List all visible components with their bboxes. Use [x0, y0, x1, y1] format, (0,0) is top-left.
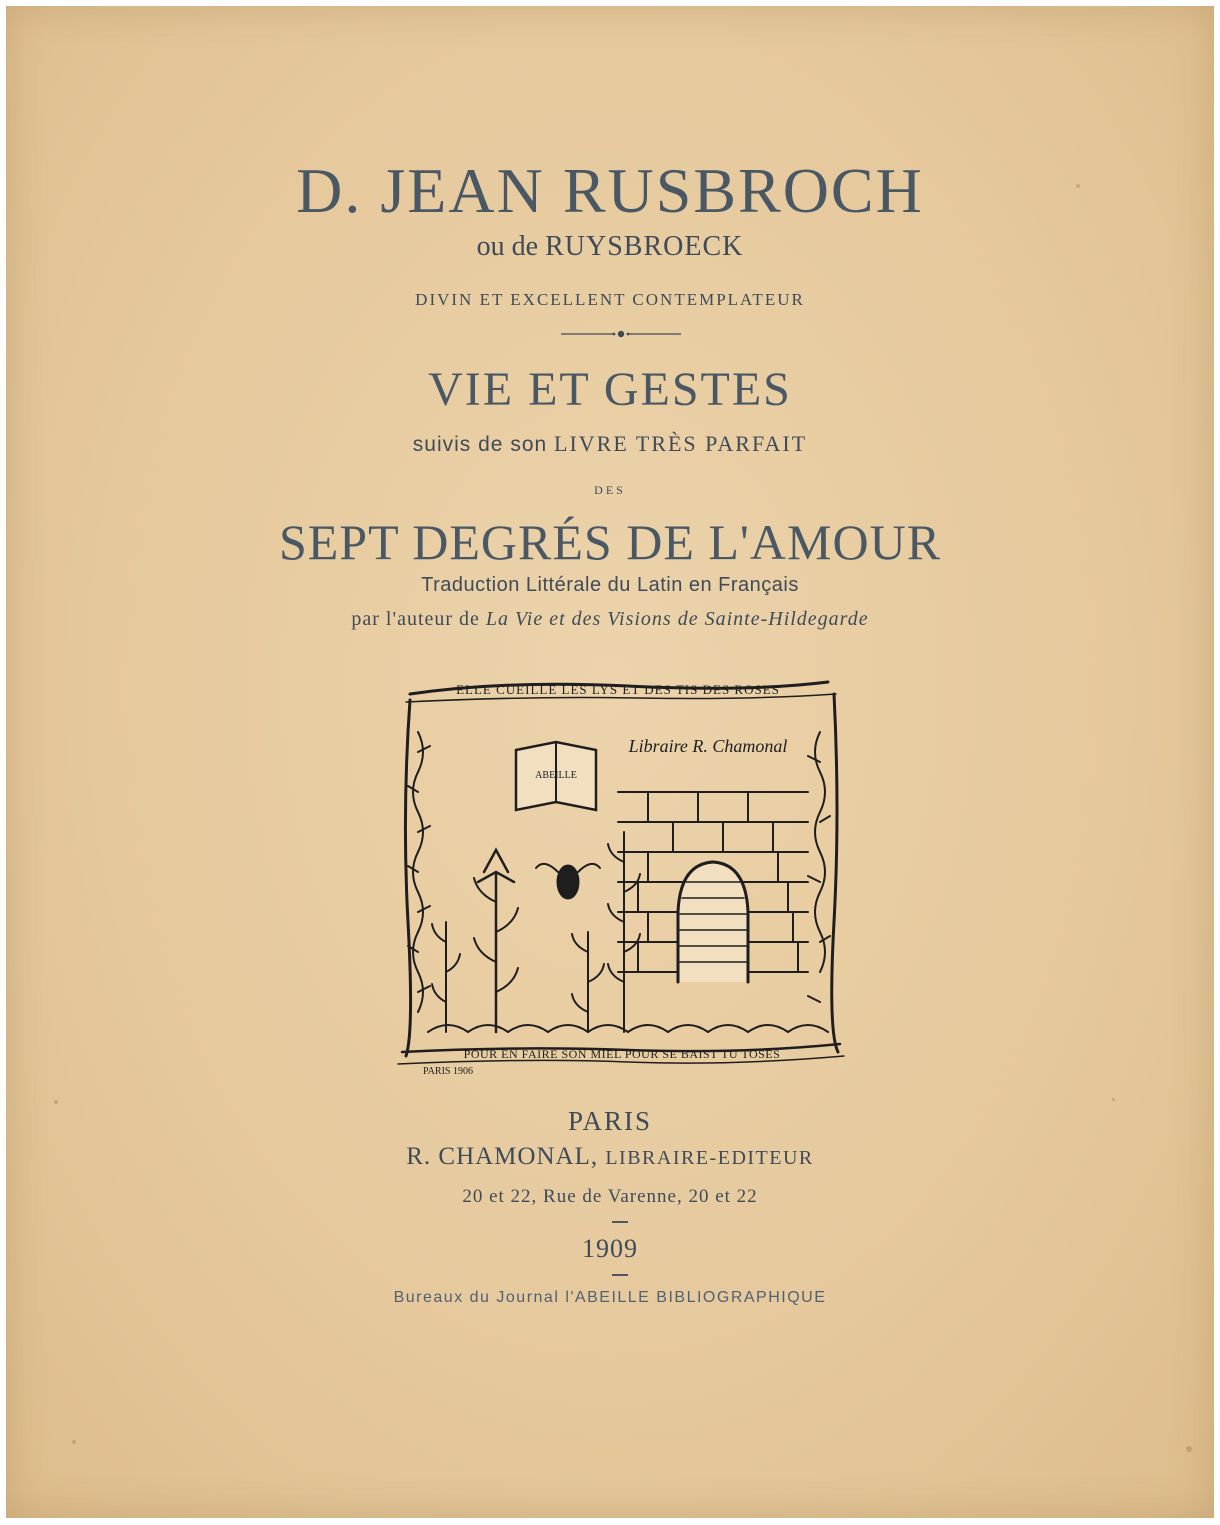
publisher — [6, 1143, 1214, 1171]
alternate-author-name — [6, 231, 1214, 263]
title-vie-et-gestes: VIE ET GESTES — [428, 363, 792, 416]
emblem-shop-sign: Libraire R. Chamonal — [628, 736, 788, 756]
foxing-spot — [1112, 1098, 1115, 1101]
attribution — [6, 608, 1214, 631]
publisher-name: R. CHAMONAL, — [406, 1143, 599, 1170]
title-sept-degres: SEPT DEGRÉS DE L'AMOUR — [278, 514, 942, 570]
translation-note: Traduction Littérale du Latin en Français — [421, 574, 799, 596]
attribution-work: La Vie et des Visions de Sainte-Hildegarde — [485, 608, 869, 630]
ornamental-divider — [561, 328, 681, 340]
emblem-mark: PARIS 1906 — [423, 1066, 473, 1077]
author-epithet: DIVIN ET EXCELLENT CONTEMPLATEUR — [415, 290, 805, 309]
publisher-role: LIBRAIRE-EDITEUR — [605, 1147, 814, 1169]
alt-name: RUYSBROECK — [545, 231, 744, 262]
year-dash-bottom — [612, 1274, 628, 1276]
subtitle — [6, 431, 1214, 457]
foxing-spot — [72, 1440, 76, 1444]
foxing-spot — [1076, 184, 1080, 188]
publication-year: 1909 — [582, 1234, 638, 1263]
emblem-top-motto: ELLE CUEILLE LES LYS ET DES TIS DES ROSES — [456, 682, 780, 697]
emblem-book-label: ABEILLE — [535, 770, 577, 781]
year-dash-top — [612, 1221, 628, 1223]
imprint-city: PARIS — [567, 1106, 653, 1136]
publisher-emblem — [388, 672, 850, 1078]
title-connector: DES — [594, 483, 626, 497]
publisher-address: 20 et 22, Rue de Varenne, 20 et 22 — [462, 1186, 758, 1207]
foxing-spot — [54, 1100, 58, 1104]
foxing-spot — [1186, 1446, 1192, 1452]
book-cover — [6, 6, 1214, 1518]
author-name: D. JEAN RUSBROCH — [296, 155, 924, 226]
subtitle-prefix: suivis de son — [412, 433, 555, 456]
subtitle-caps: LIVRE TRÈS PARFAIT — [554, 431, 808, 456]
attribution-prefix: par l'auteur de — [351, 608, 486, 630]
journal-bureau: Bureaux du Journal l'ABEILLE BIBLIOGRAPHIQUE — [393, 1289, 827, 1306]
alt-name-prefix: ou de — [476, 231, 546, 262]
emblem-bottom-motto: POUR EN FAIRE SON MIEL POUR SE BAIST TU TOSES — [463, 1047, 781, 1061]
